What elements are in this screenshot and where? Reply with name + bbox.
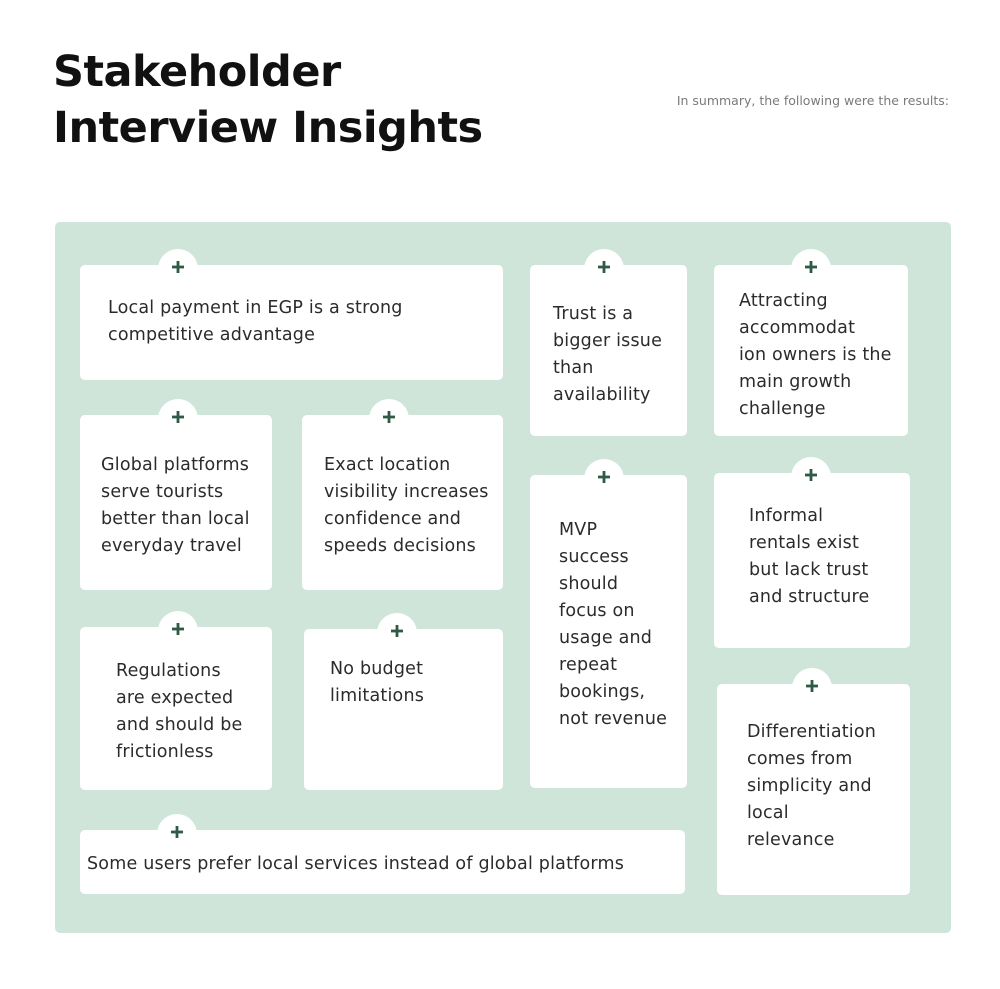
plus-icon	[584, 459, 624, 495]
plus-icon	[369, 399, 409, 435]
insight-card	[80, 265, 503, 380]
insights-board	[55, 222, 951, 933]
insight-text: No budget limitations	[330, 659, 425, 706]
insight-text: Some users prefer local services instead of global platforms	[87, 854, 625, 874]
plus-icon	[158, 399, 198, 435]
insight-text: Informal rentals exist but lack trust and structure	[749, 506, 870, 607]
plus-icon	[792, 668, 832, 704]
plus-icon	[157, 814, 197, 850]
insight-text: Regulations are expected and should be frictionless	[116, 661, 243, 762]
insight-card	[530, 265, 687, 436]
insight-text: Differentiation comes from simplicity and local relevance	[747, 722, 877, 850]
insight-text: Attracting accommodat ion owners is the main growth challenge	[739, 291, 892, 419]
plus-icon	[584, 249, 624, 285]
insight-card	[714, 265, 908, 436]
insight-card	[80, 415, 272, 590]
page-title: Stakeholder Interview Insights	[53, 47, 483, 153]
insight-card	[80, 627, 272, 790]
insight-card	[302, 415, 503, 590]
insight-text: Exact location visibility increases confidence and speeds decisions	[324, 455, 489, 556]
insight-card	[714, 473, 910, 648]
insight-text: MVP success should focus on usage and repeat bookings, not revenue	[559, 520, 668, 729]
insight-text: Trust is a bigger issue than availability	[553, 304, 663, 405]
insight-card	[304, 629, 503, 790]
plus-icon	[377, 613, 417, 649]
summary-caption: In summary, the following were the results:	[676, 93, 949, 108]
insight-card	[530, 475, 687, 788]
plus-icon	[791, 249, 831, 285]
plus-icon	[158, 249, 198, 285]
insight-card	[717, 684, 910, 895]
insight-card	[80, 830, 685, 894]
insight-text: Global platforms serve tourists better than local everyday travel	[101, 455, 250, 556]
insight-text: Local payment in EGP is a strong competitive advantage	[108, 298, 403, 345]
plus-icon	[158, 611, 198, 647]
plus-icon	[791, 457, 831, 493]
